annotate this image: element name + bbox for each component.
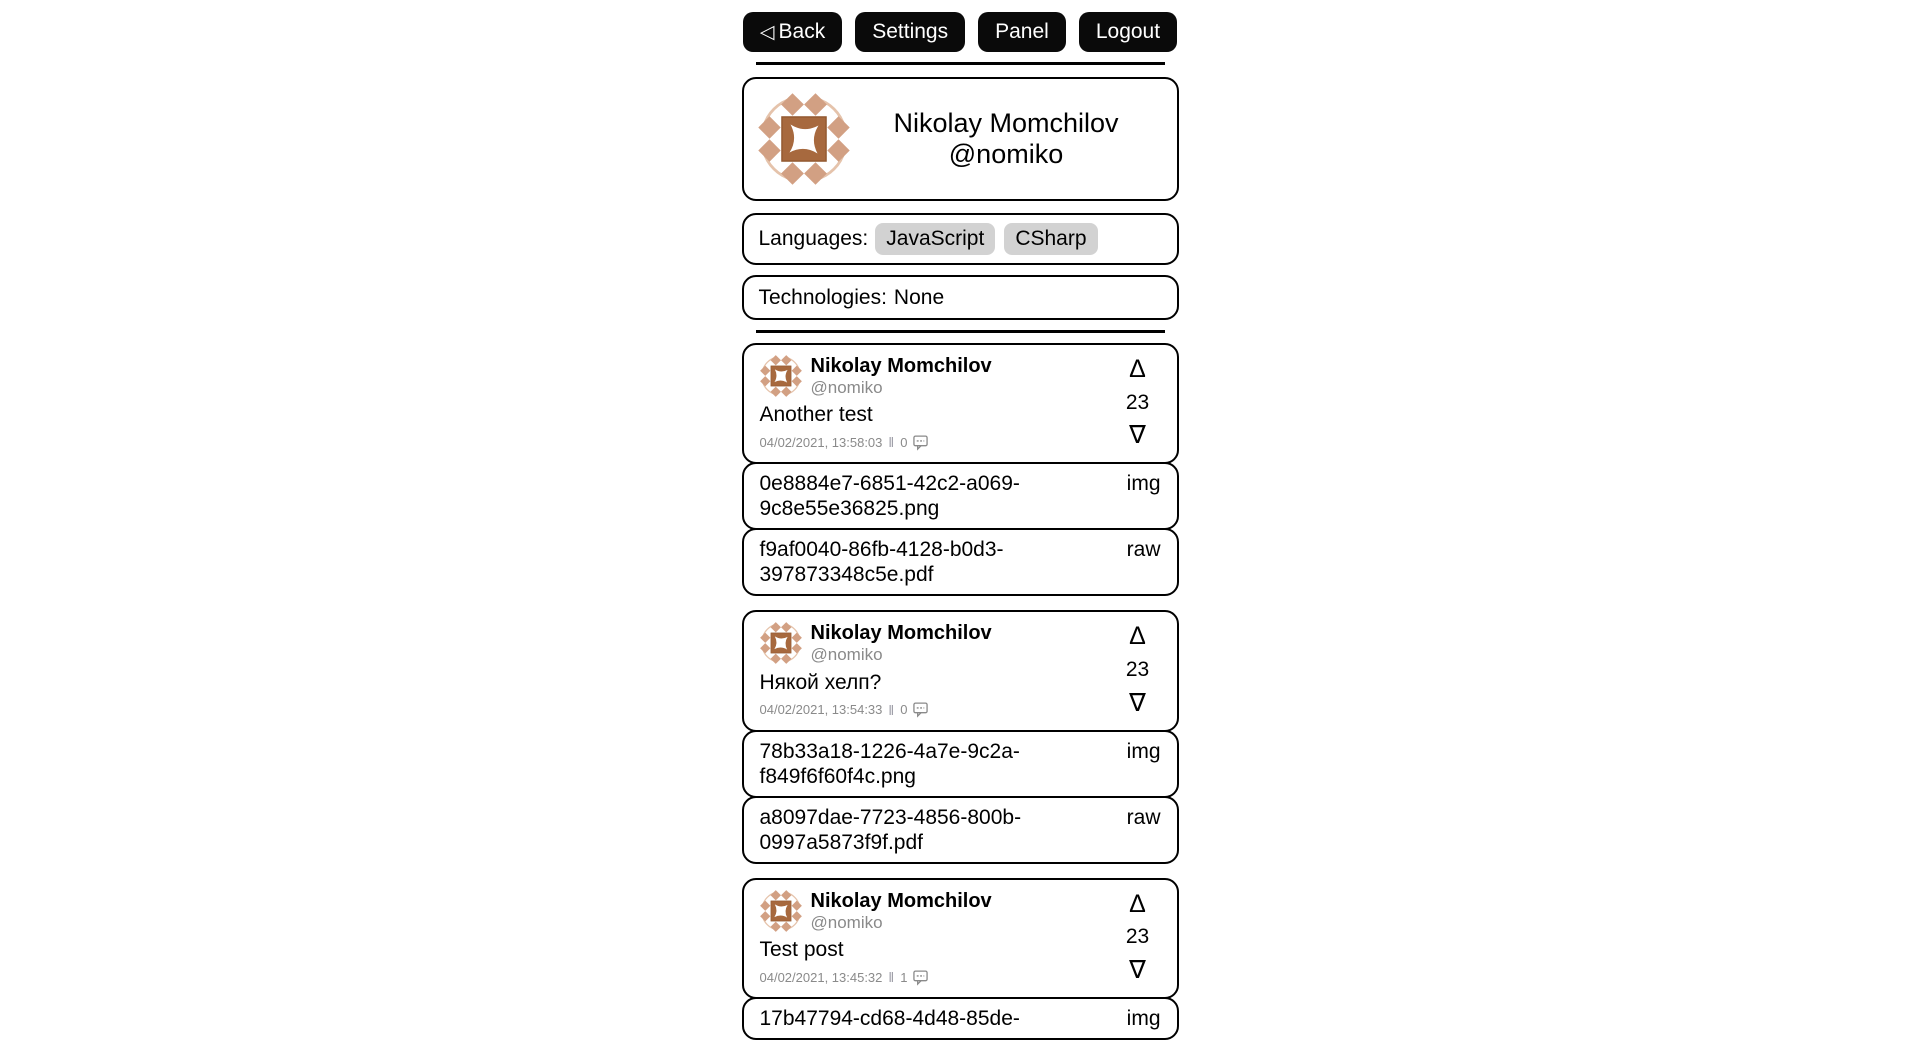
attachment-type-label: img xyxy=(1126,739,1161,763)
post-main xyxy=(760,890,1115,985)
languages-label: Languages: xyxy=(758,227,869,250)
language-badge: JavaScript xyxy=(875,223,995,255)
post-author-handle: @nomiko xyxy=(810,378,883,397)
post-header xyxy=(760,890,1115,933)
post-timestamp: 04/02/2021, 13:45:32 xyxy=(759,969,883,985)
post-timestamp: 04/02/2021, 13:54:33 xyxy=(759,702,883,718)
post-meta xyxy=(760,969,1115,985)
attachment-filename: a8097dae-7723-4856-800b-0997a5873f9f.pdf xyxy=(759,805,1022,854)
language-badges xyxy=(875,223,1097,255)
downvote-button[interactable]: ∇ xyxy=(1129,956,1146,985)
attachment-type-label: raw xyxy=(1126,805,1161,829)
post-title: Някой хелп? xyxy=(759,670,882,694)
logout-button[interactable]: Logout xyxy=(1079,12,1177,52)
post-author-handle: @nomiko xyxy=(810,645,883,665)
upvote-button[interactable]: Δ xyxy=(1129,622,1146,651)
settings-button[interactable]: Settings xyxy=(855,12,965,52)
vote-score: 23 xyxy=(1125,390,1150,414)
attachment-row[interactable] xyxy=(742,997,1179,1040)
post-author-name: Nikolay Momchilov xyxy=(810,622,992,645)
technologies-value: None xyxy=(893,285,945,309)
post-meta xyxy=(760,702,1115,718)
back-button-label: Back xyxy=(778,20,826,43)
vote-score: 23 xyxy=(1125,658,1150,682)
posts-list xyxy=(742,343,1179,1040)
post-header xyxy=(760,622,1115,665)
comment-count: 0 xyxy=(900,434,908,450)
comment-bubble-icon xyxy=(913,435,928,450)
post-author-handle: @nomiko xyxy=(810,912,883,932)
attachment-filename: f9af0040-86fb-4128-b0d3-397873348c5e.pdf xyxy=(759,538,1004,587)
vote-column xyxy=(1115,890,1161,985)
attachment-row[interactable] xyxy=(742,528,1179,596)
attachment-filename: 78b33a18-1226-4a7e-9c2a-f849f6f60f4c.png xyxy=(759,739,1020,788)
back-button[interactable] xyxy=(743,12,842,52)
comment-count: 1 xyxy=(900,969,908,985)
back-triangle-icon: ◁ xyxy=(759,22,775,43)
vote-column xyxy=(1115,355,1161,450)
post-author-name: Nikolay Momchilov xyxy=(810,889,992,912)
technologies-label: Technologies: xyxy=(758,285,887,309)
post xyxy=(742,343,1179,596)
post-author xyxy=(811,890,992,933)
upvote-button[interactable]: Δ xyxy=(1129,355,1146,383)
post-header xyxy=(760,355,1115,398)
post-author-avatar-icon xyxy=(760,622,802,664)
post-author xyxy=(811,355,992,398)
vote-column xyxy=(1115,622,1161,717)
top-nav xyxy=(742,12,1179,52)
top-separator xyxy=(756,62,1165,65)
post xyxy=(742,878,1179,1040)
meta-separator: ‖ xyxy=(888,701,895,718)
profile-name: Nikolay Momchilov xyxy=(893,107,1119,138)
post-card[interactable] xyxy=(742,878,1179,999)
posts-separator xyxy=(756,330,1165,333)
attachment-row[interactable] xyxy=(742,462,1179,530)
attachment-row[interactable] xyxy=(742,796,1179,864)
post-title: Another test xyxy=(759,403,873,427)
post-author xyxy=(811,622,992,665)
downvote-button[interactable]: ∇ xyxy=(1129,421,1146,450)
comment-bubble-icon xyxy=(913,970,928,985)
meta-separator: ‖ xyxy=(888,969,895,986)
attachment-row[interactable] xyxy=(742,730,1179,798)
post-timestamp: 04/02/2021, 13:58:03 xyxy=(759,434,883,450)
attachment-filename: 17b47794-cd68-4d48-85de- xyxy=(759,1007,1020,1031)
post-card[interactable] xyxy=(742,343,1179,464)
comment-count: 0 xyxy=(900,702,908,718)
profile-names xyxy=(850,108,1163,170)
technologies-card xyxy=(742,275,1179,320)
attachment-type-label: raw xyxy=(1126,538,1161,562)
comment-bubble-icon xyxy=(913,702,928,717)
profile-avatar-icon xyxy=(758,93,850,185)
language-badge: CSharp xyxy=(1004,223,1097,255)
attachment-filename: 0e8884e7-6851-42c2-a069-9c8e55e36825.png xyxy=(759,472,1020,521)
post-meta xyxy=(760,434,1115,450)
meta-separator: ‖ xyxy=(888,434,895,451)
post-card[interactable] xyxy=(742,610,1179,731)
profile-handle: @nomiko xyxy=(948,139,1064,169)
post-author-avatar-icon xyxy=(760,890,802,932)
attachment-type-label: img xyxy=(1126,1007,1161,1031)
attachment-type-label: img xyxy=(1126,472,1161,496)
post-main xyxy=(760,622,1115,717)
languages-card xyxy=(742,213,1179,265)
post-author-name: Nikolay Momchilov xyxy=(810,355,992,377)
post-title: Test post xyxy=(759,938,844,962)
content-column xyxy=(742,0,1179,1040)
post-main xyxy=(760,355,1115,450)
profile-card xyxy=(742,77,1179,201)
downvote-button[interactable]: ∇ xyxy=(1129,688,1146,717)
post-author-avatar-icon xyxy=(760,355,802,397)
panel-button[interactable]: Panel xyxy=(978,12,1066,52)
vote-score: 23 xyxy=(1125,925,1150,949)
post xyxy=(742,610,1179,863)
upvote-button[interactable]: Δ xyxy=(1129,889,1146,918)
